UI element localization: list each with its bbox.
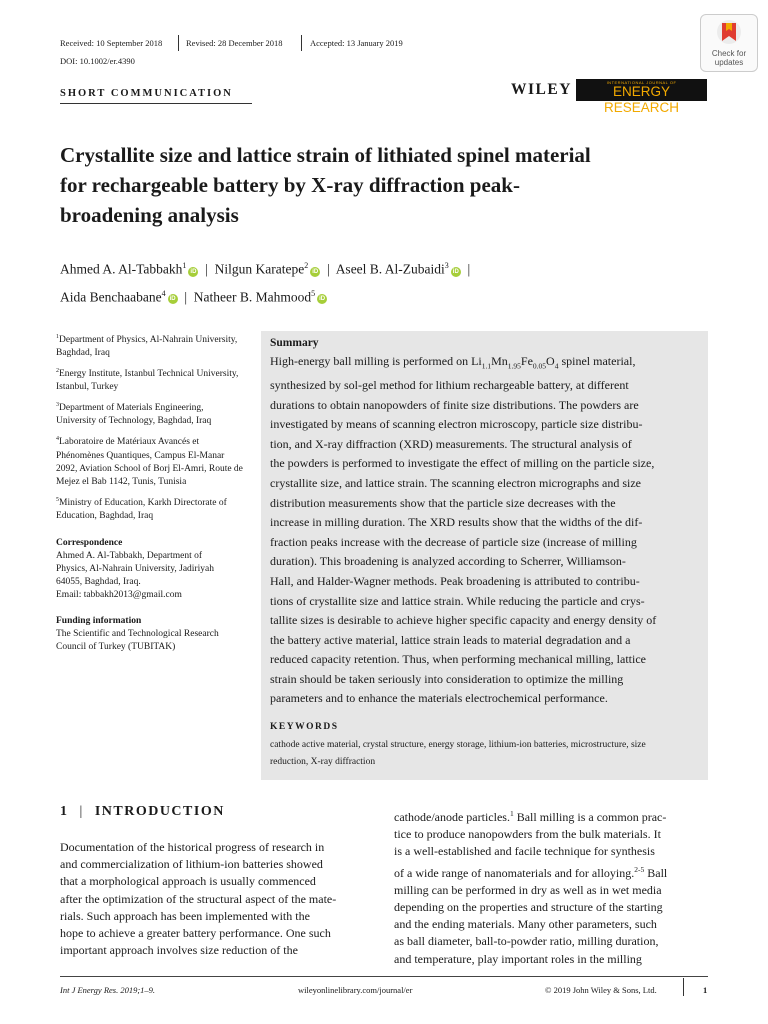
summary-line: tallite sizes is desirable to achieve higher specific capacity and energy density of (270, 613, 657, 628)
summary-line: investigated by means of scanning electron microscopy, particle size distribu- (270, 417, 643, 432)
keywords-list: cathode active material, crystal structure, energy storage, lithium-ion batteries, microstructure, size reduction, X-ray diffraction (270, 740, 646, 767)
affiliation: $^5$Ministry of Education, Karkh Directorate of Education, Baghdad, Iraq (56, 496, 227, 521)
affiliations-sidebar (56, 331, 246, 667)
section-rule (60, 103, 252, 104)
summary-line: tions of crystallite size and lattice strain. While reducing the particle and crys- (270, 593, 645, 608)
journal-name: ENERGY RESEARCH (603, 84, 679, 115)
author-name[interactable]: Nilgun Karatepe (214, 261, 305, 277)
footer-copyright: © 2019 John Wiley & Sons, Ltd. (545, 985, 657, 995)
journal-small-label: INTERNATIONAL JOURNAL OF (606, 80, 677, 85)
summary-line: the powders is performed to investigate the effect of milling on the particle size, (270, 456, 655, 471)
summary-line: duration). This broadening is analyzed according to Scherrer, Williamson- (270, 554, 626, 569)
summary-line: reduced capacity retention. Thus, when performing mechanical milling, lattice (270, 652, 646, 667)
summary-line: distribution measurements show that the particle size decreases with the (270, 495, 616, 510)
page-number: 1 (703, 985, 708, 995)
keywords-heading: KEYWORDS (270, 722, 339, 732)
summary-line: increase in milling duration. The XRD results show that the widths of the dif- (270, 515, 643, 530)
author-separator: | (326, 261, 330, 277)
summary-line: durations to obtain nanopowders of finite size distributions. The powders are (270, 397, 639, 412)
author-affil-sup: 1 (182, 261, 187, 270)
affiliation: $^2$Energy Institute, Istanbul Technical University, Istanbul, Turkey (56, 368, 239, 393)
bookmark-icon (701, 15, 757, 49)
orcid-icon[interactable]: iD (312, 268, 319, 275)
intro-heading (60, 804, 225, 820)
author-name[interactable]: Aida Benchaabane (60, 289, 162, 304)
author-name[interactable]: Aseel B. Al-Zubaidi (335, 261, 445, 277)
article-title (60, 140, 720, 230)
header-separator (178, 35, 179, 51)
accepted-date: Accepted: 13 January 2019 (310, 38, 403, 48)
section-label: SHORT COMMUNICATION (60, 88, 233, 99)
author-separator: | (467, 261, 471, 277)
received-date: Received: 10 September 2018 (60, 38, 163, 48)
author-list (60, 254, 720, 309)
section-title: INTRODUCTION (94, 804, 225, 819)
check-updates-line: Check for (711, 49, 747, 58)
title-line: broadening analysis (60, 203, 239, 227)
section-separator: | (79, 804, 84, 819)
author-name[interactable]: Natheer B. Mahmood (193, 289, 312, 304)
funding-block: The Scientific and Technological Research Council of Turkey (TUBITAK) (56, 628, 219, 652)
title-line: Crystallite size and lattice strain of lithiated spinel material (60, 143, 591, 167)
journal-logo (576, 79, 707, 115)
summary-line: fraction peaks increase with the decrease of particle size (increase of milling (270, 534, 637, 549)
doi[interactable]: DOI: 10.1002/er.4390 (60, 56, 135, 66)
check-for-updates-badge[interactable] (700, 14, 758, 72)
summary-line: strain should be taken seriously into consideration to optimize the milling (270, 671, 624, 686)
author-affil-sup: 5 (311, 288, 316, 298)
correspondence-heading: Correspondence (56, 537, 123, 548)
summary-line: High-energy ball milling is performed on $Li_{1.1}Mn_{1.95}Fe_{0.05}O_4$ spinel material, (270, 354, 636, 371)
intro-right-column: cathode/anode particles.$^1$ Ball milling is a common prac- tice to produce nanopowders from the bulk materials. It is a well-established and facile technique for synthesis of a wide range of nanomaterials and for alloying.$^{2-5}$ Ball milling can be performed in dry as well as in wet media depending on the properties and structure of the starting and the ending materials. Many other parameters, such as ball diameter, ball-to-powder ratio, milling duration, and temperature, play important roles in the milling (394, 809, 668, 966)
author-name[interactable]: Ahmed A. Al-Tabbakh (60, 261, 183, 277)
citation-ref[interactable]: 2-5 (634, 864, 645, 874)
summary-heading: Summary (270, 337, 319, 349)
author-affil-sup: 3 (444, 261, 449, 270)
summary-line: synthesized by sol-gel method for lithium rechargeable battery, at different (270, 377, 629, 392)
funding-heading: Funding information (56, 615, 142, 626)
summary-line: Hall, and Halder-Wagner methods. Peak broadening is attributed to contribu- (270, 573, 640, 588)
intro-left-column: Documentation of the historical progress of research in and commercialization of lithium-ion batteries showed that a morphological approach is usually commenced after the optimization of the structural aspect of the mate- rials. Such approach has been implemented with the hope to achieve a greater battery performance. One such important approach involves size reduction of the (60, 840, 337, 958)
orcid-icon[interactable]: iD (319, 296, 326, 302)
affiliation: $^4$Laboratoire de Matériaux Avancés et Phénomènes Quantiques, Campus El-Manar 2092, Aviation School of Borj El-Amri, Route de Mejez el Bab 1142, Tunis, Tunisia (56, 436, 243, 487)
orcid-icon[interactable]: iD (190, 268, 197, 275)
summary-text (270, 352, 700, 709)
check-updates-line: updates (714, 58, 744, 67)
revised-date: Revised: 28 December 2018 (186, 38, 283, 48)
summary-line: tion, and X-ray diffraction (XRD) measurements. The structural analysis of (270, 436, 632, 451)
orcid-icon[interactable]: iD (452, 268, 459, 275)
correspondence-email[interactable]: Email: tabbakh2013@gmail.com (56, 589, 182, 600)
title-line: for rechargeable battery by X-ray diffraction peak- (60, 173, 520, 197)
summary-box (261, 331, 708, 780)
footer-page-divider (683, 978, 684, 996)
affiliation: $^1$Department of Physics, Al-Nahrain University, Baghdad, Iraq (56, 334, 238, 359)
section-number: 1 (60, 804, 69, 819)
affiliation: $^3$Department of Materials Engineering, University of Technology, Baghdad, Iraq (56, 402, 212, 427)
chemical-formula: $Li_{1.1}Mn_{1.95}Fe_{0.05}O_4$ (471, 354, 559, 371)
author-affil-sup: 4 (161, 288, 166, 298)
summary-line: parameters and to enhance the materials electrochemical performance. (270, 691, 608, 706)
footer-journal: Int J Energy Res. 2019;1–9. (60, 985, 156, 995)
citation-ref[interactable]: 1 (509, 809, 514, 818)
summary-line: crystallite size, and lattice strain. The scanning electron micrographs and size (270, 475, 641, 490)
author-affil-sup: 2 (304, 261, 309, 270)
header-separator (301, 35, 302, 51)
author-separator: | (205, 261, 208, 277)
publisher-logo: WILEY (511, 81, 572, 98)
footer-rule (60, 976, 708, 977)
summary-line: the battery active material, lattice strain leads to material degradation and a (270, 632, 631, 647)
correspondence-block: Ahmed A. Al-Tabbakh, Department of Physics, Al-Nahrain University, Jadiriyah 64055, Baghdad, Iraq. Email: tabbakh2013@gmail.com (56, 550, 246, 602)
author-separator: | (184, 289, 188, 304)
orcid-icon[interactable]: iD (169, 296, 176, 302)
footer-url[interactable]: wileyonlinelibrary.com/journal/er (298, 985, 413, 995)
